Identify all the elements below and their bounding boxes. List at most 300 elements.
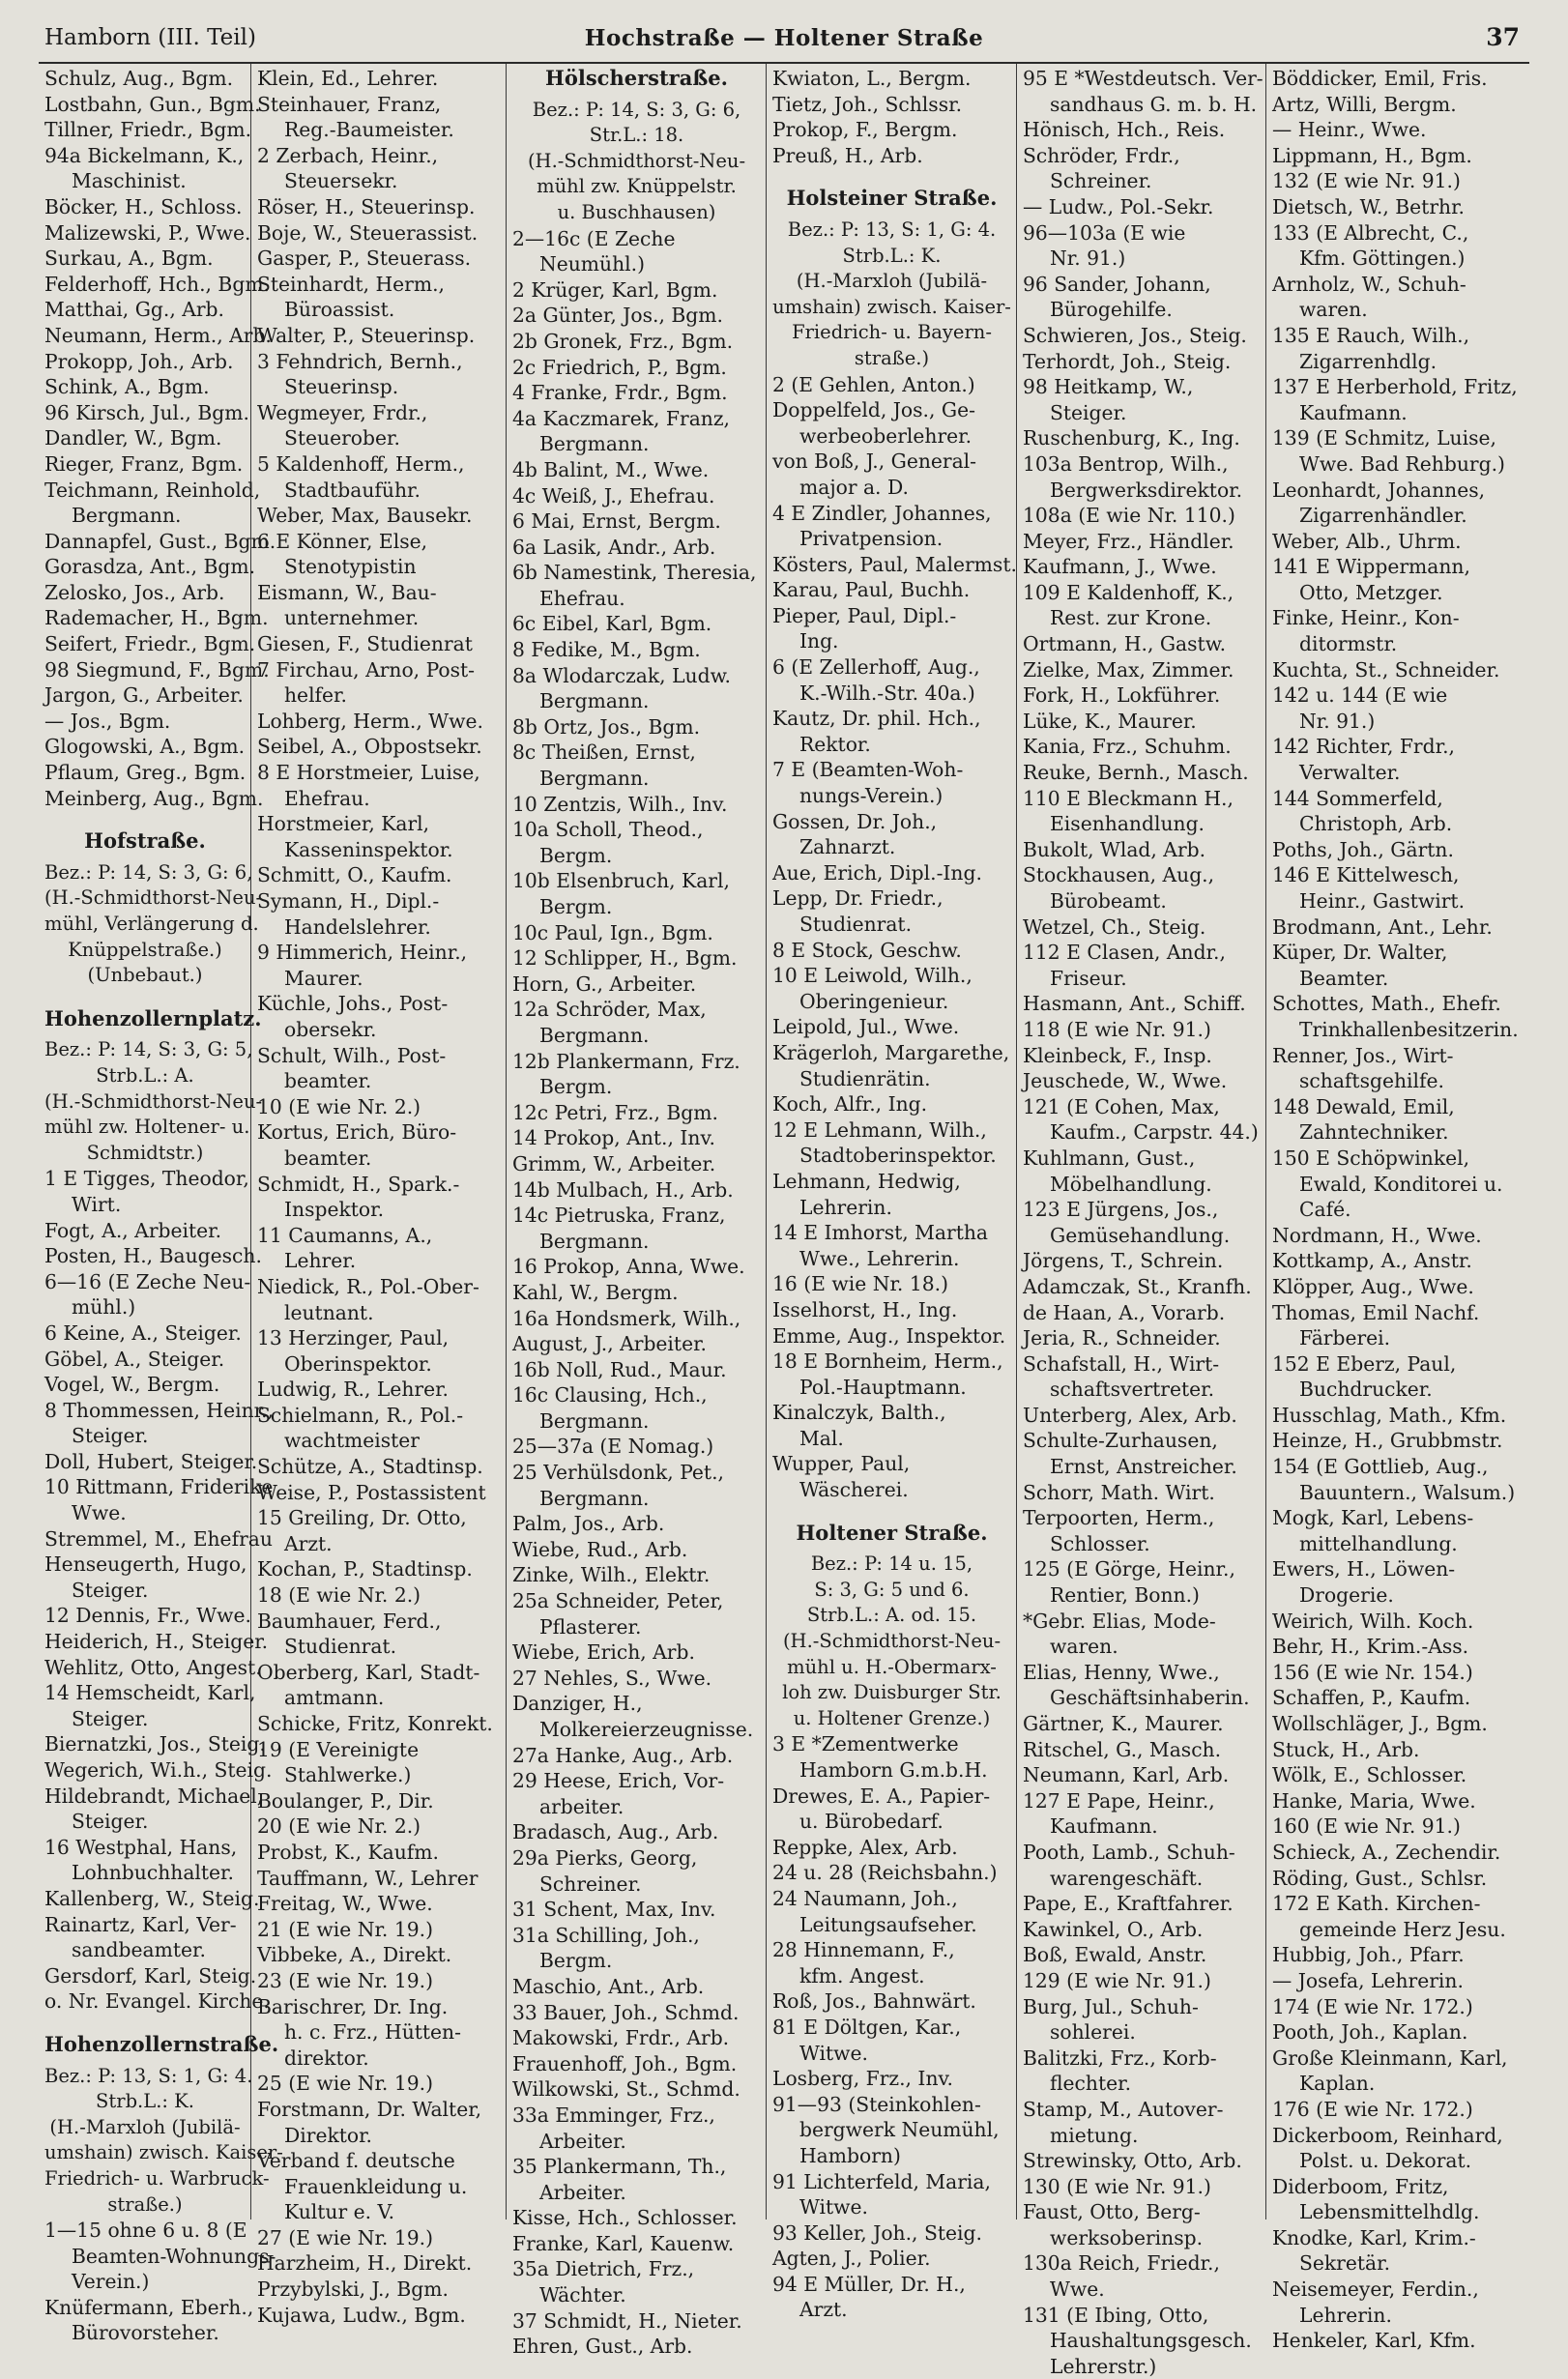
directory-entry-line: Polst. u. Dekorat. [1299,2149,1472,2173]
directory-entry-line: Bürogehilfe. [1050,298,1173,322]
directory-entry-line: Lohnbuchhalter. [72,1861,234,1885]
directory-entry-line: 29 Heese, Erich, Vor- [512,1769,725,1793]
directory-entry-line: Lebensmittelhdlg. [1299,2200,1480,2224]
directory-entry-line: de Haan, A., Vorarb. [1023,1300,1226,1324]
directory-entry-line: Kawinkel, O., Arb. [1023,1917,1204,1941]
street-info-line: Strb.L.: K. [842,244,942,267]
directory-entry-line: Meyer, Frz., Händler. [1023,529,1234,553]
directory-entry-line: 129 (E wie Nr. 91.) [1023,1968,1211,1992]
directory-entry-line: Bergmann. [539,432,650,456]
directory-entry-line: Wehlitz, Otto, Angest. [44,1655,262,1679]
directory-entry-line: Wwe. [72,1501,127,1525]
directory-entry-line: Steiger. [1050,400,1127,424]
directory-entry-line: 139 (E Schmitz, Luise, [1272,426,1496,450]
directory-entry-line: Drewes, E. A., Papier- [772,1784,991,1808]
directory-entry-line: Geschäftsinhaberin. [1050,1686,1250,1710]
directory-entry-line: 112 E Clasen, Andr., [1023,941,1226,965]
directory-entry-line: Buchdrucker. [1299,1378,1433,1402]
directory-entry-line: Unterberg, Alex, Arb. [1023,1403,1237,1427]
directory-entry-line: Kautz, Dr. phil. Hch., [772,707,981,731]
directory-entry-line: Zahnarzt. [799,835,896,859]
directory-entry-line: Danziger, H., [512,1692,643,1716]
directory-entry-line: 142 u. 144 (E wie [1272,683,1448,708]
directory-entry-line: 9 Himmerich, Heinr., [257,941,468,965]
directory-entry-line: Poths, Joh., Gärtn. [1272,837,1454,861]
street-info-line: Str.L.: 18. [589,124,684,147]
directory-entry-line: Steuersekr. [284,169,398,193]
directory-entry-line: 8b Ortz, Jos., Bgm. [512,714,701,739]
directory-entry-line: Nr. 91.) [1050,247,1126,271]
directory-entry-line: 10 Rittmann, Friderike [44,1475,274,1499]
directory-entry-line: Weise, P., Postassistent [257,1480,486,1504]
directory-entry-line: Schulte-Zurhausen, [1023,1429,1218,1453]
street-info-line: (H.-Schmidthorst-Neu- [44,886,263,910]
directory-entry-line: Kuchta, St., Schneider. [1272,657,1500,682]
directory-entry-line: Bergmann. [539,767,650,791]
directory-entry-line: leutnant. [284,1300,374,1324]
directory-entry-line: Ehefrau. [539,586,625,610]
street-info-line: Bez.: P: 14 u. 15, [810,1552,973,1576]
directory-entry-line: 141 E Wippermann, [1272,555,1470,579]
entry-list [772,66,1011,168]
directory-entry-line: Privatpension. [799,527,944,551]
directory-entry-line: Rentier, Bonn.) [1050,1583,1200,1608]
directory-entry-line: 8 Fedike, M., Bgm. [512,638,701,662]
directory-entry-line: 81 E Döltgen, Kar., [772,2015,962,2039]
directory-entry-line: Kaplan. [1299,2072,1376,2096]
directory-entry-line: 19 (E Vereinigte [257,1737,420,1761]
directory-entry-line: Zielke, Max, Zimmer. [1023,657,1234,682]
directory-entry-line: Wäscherei. [799,1478,909,1502]
directory-entry-line: 6 Mai, Ernst, Bergm. [512,509,721,534]
directory-entry-line: Witwe. [799,2195,868,2219]
directory-entry-line: Symann, H., Dipl.- [257,889,440,913]
street-range-title: Hochstraße — Holtener Straße [584,25,984,51]
directory-entry-line: Studienrat. [284,1635,397,1659]
directory-entry-line: Rademacher, H., Bgm. [44,606,269,630]
directory-entry-line: 7 Firchau, Arno, Post- [257,657,476,682]
directory-entry-line: Nr. 91.) [1299,709,1376,733]
directory-entry-line: Dandler, W., Bgm. [44,426,222,450]
directory-entry-line: Stahlwerke.) [284,1763,412,1787]
directory-entry-line: 16 (E wie Nr. 18.) [772,1272,948,1296]
directory-entry-line: Husschlag, Math., Kfm. [1272,1403,1507,1427]
directory-entry-line: 2—16c (E Zeche [512,226,676,250]
directory-entry-line: 35 Plankermann, Th., [512,2155,727,2179]
directory-entry-line: Karau, Paul, Buchh. [772,578,971,602]
directory-entry-line: Steiger. [72,1578,149,1602]
directory-entry-line: Maurer. [284,966,363,990]
directory-entry-line: Büroassist. [284,298,395,322]
directory-entry-line: Friseur. [1050,966,1127,990]
directory-entry-line: Schielmann, R., Pol.- [257,1403,464,1427]
directory-entry-line: 2c Friedrich, P., Bgm. [512,355,727,379]
directory-entry-line: Prokop, F., Bergm. [772,118,958,142]
directory-entry-line: 2a Günter, Jos., Bgm. [512,304,723,328]
directory-entry-line: Hamborn) [799,2143,901,2167]
directory-entry-line: 133 (E Albrecht, C., [1272,220,1469,245]
directory-entry-line: bergwerk Neumühl, [799,2118,1000,2142]
directory-entry-line: Kallenberg, W., Steig. [44,1886,260,1910]
directory-entry-line: Roß, Jos., Bahnwärt. [772,1989,976,2014]
entry-list [772,1731,1011,2323]
directory-entry-line: Bergmann. [539,1408,650,1433]
street-info-block [772,218,1011,372]
directory-entry-line: Hanke, Maria, Wwe. [1272,1788,1476,1813]
directory-entry-line: 31 Schent, Max, Inv. [512,1898,716,1922]
directory-entry-line: 8 Thommessen, Heinr., [44,1398,274,1422]
directory-entry-line: Haushaltungsgesch. [1050,2329,1252,2353]
directory-entry-line: 16b Noll, Rud., Maur. [512,1357,727,1381]
directory-entry-line: Zahntechniker. [1299,1120,1449,1145]
directory-entry-line: Küchle, Johs., Post- [257,992,449,1016]
directory-entry-line: Vogel, W., Bergm. [44,1373,220,1397]
directory-entry-line: Losberg, Frz., Inv. [772,2067,954,2091]
directory-entry-line: 2 (E Gehlen, Anton.) [772,372,975,396]
directory-entry-line: Leonhardt, Johannes, [1272,478,1486,502]
directory-entry-line: Bergwerksdirektor. [1050,478,1243,502]
directory-entry-line: major a. D. [799,475,909,499]
directory-entry-line: 25a Schneider, Peter, [512,1589,724,1613]
directory-entry-line: 12 E Lehmann, Wilh., [772,1117,987,1142]
directory-entry-line: Pieper, Paul, Dipl.- [772,603,957,627]
directory-entry-line: direktor. [284,2045,369,2070]
entry-list [44,1166,274,2015]
directory-entry-line: Horn, G., Arbeiter. [512,972,697,996]
directory-entry-line: 96 Kirsch, Jul., Bgm. [44,400,249,424]
street-info-line: Friedrich- u. Warbruck- [44,2166,270,2190]
directory-entry-line: Schaffen, P., Kaufm. [1272,1686,1471,1710]
directory-entry-line: Kania, Frz., Schuhm. [1023,735,1232,759]
directory-entry-line: sohlerei. [1050,2020,1136,2045]
directory-entry-line: Schulz, Aug., Bgm. [44,67,234,90]
directory-entry-line: 176 (E wie Nr. 172.) [1272,2097,1473,2121]
street-info-line: (H.-Schmidthorst-Neu- [782,1630,1002,1653]
directory-entry-line: Schafstall, H., Wirt- [1023,1351,1220,1376]
directory-entry-line: 109 E Kaldenhoff, K., [1023,580,1234,604]
directory-entry-line: 4b Balint, M., Wwe. [512,457,710,481]
directory-entry-line: 24 u. 28 (Reichsbahn.) [772,1861,998,1885]
directory-entry-line: Przybylski, J., Bgm. [257,2277,449,2302]
directory-entry-line: 13 Herzinger, Paul, [257,1326,450,1350]
directory-entry-line: Baumhauer, Ferd., [257,1609,442,1633]
directory-entry-line: Otto, Metzger. [1299,580,1443,604]
directory-entry-line: 31a Schilling, Joh., [512,1923,700,1947]
directory-entry-line: Biernatzki, Jos., Steig. [44,1732,266,1756]
directory-entry-line: Inspektor. [284,1198,385,1222]
directory-entry-line: 94 E Müller, Dr. H., [772,2272,966,2296]
directory-entry-line: Witwe. [799,2041,868,2065]
directory-entry-line: Tillner, Friedr., Bgm. [44,118,252,142]
directory-entry-line: gemeinde Herz Jesu. [1299,1917,1506,1941]
directory-entry-line: Möbelhandlung. [1050,1172,1212,1196]
directory-entry-line: Oberinspektor. [284,1351,432,1376]
directory-entry-line: 127 E Pape, Heinr., [1023,1788,1215,1813]
street-info-line: (H.-Schmidthorst-Neu- [44,1089,263,1113]
directory-entry-line: Seibel, A., Obpostsekr. [257,735,482,759]
directory-entry-line: Burg, Jul., Schuh- [1023,1994,1199,2018]
directory-entry-line: Hasmann, Ant., Schiff. [1023,992,1246,1016]
directory-entry-line: Neumann, Herm., Arb. [44,323,272,347]
directory-entry-line: 110 E Bleckmann H., [1023,786,1234,810]
directory-entry-line: Rieger, Franz, Bgm. [44,451,244,476]
directory-entry-line: Ehren, Gust., Arb. [512,2335,693,2359]
directory-entry-line: 144 Sommerfeld, [1272,786,1443,810]
directory-entry-line: Henkeler, Karl, Kfm. [1272,2329,1476,2353]
directory-entry-line: Zinke, Wilh., Elektr. [512,1563,711,1587]
directory-entry-line: Wölk, E., Schlosser. [1272,1763,1467,1787]
directory-entry-line: Balitzki, Frz., Korb- [1023,2045,1217,2070]
directory-entry-line: Böcker, H., Schloss. [44,194,243,218]
directory-entry-line: 16c Clausing, Hch., [512,1383,708,1407]
directory-entry-line: 10c Paul, Ign., Bgm. [512,920,713,944]
entry-list [44,66,276,811]
directory-entry-line: Ewers, H., Löwen- [1272,1557,1456,1581]
directory-entry-line: 150 E Schöpwinkel, [1272,1146,1470,1170]
directory-entry-line: Dickerboom, Reinhard, [1272,2123,1503,2147]
directory-entry-line: Klein, Ed., Lehrer. [257,67,439,90]
directory-entry-line: Kaufm., Carpstr. 44.) [1050,1120,1259,1145]
directory-entry-line: Bergmann. [539,1486,650,1510]
directory-entry-line: 6c Eibel, Karl, Bgm. [512,612,712,636]
directory-entry-line: Maschio, Ant., Arb. [512,1974,705,1998]
entry-list [1023,66,1261,2379]
directory-entry-line: Teichmann, Reinhold, [44,478,261,502]
directory-entry-line: 20 (E wie Nr. 2.) [257,1814,421,1839]
directory-entry-line: Ehefrau. [284,786,370,810]
directory-entry-line: 4 E Zindler, Johannes, [772,501,992,525]
directory-entry-line: Dannapfel, Gust., Bgm. [44,529,276,553]
directory-entry-line: 28 Hinnemann, F., [772,1938,955,1962]
directory-entry-line: Trinkhallenbesitzerin. [1299,1017,1519,1041]
directory-entry-line: Bergm. [539,843,613,867]
directory-entry-line: 146 E Kittelwesch, [1272,863,1460,887]
directory-entry-line: Reuke, Bernh., Masch. [1023,761,1249,785]
directory-entry-line: 2 Zerbach, Heinr., [257,143,439,167]
directory-entry-line: Große Kleinmann, Karl, [1272,2045,1508,2070]
entry-list [257,66,501,2328]
directory-entry-line: 33 Bauer, Joh., Schmd. [512,2000,740,2024]
directory-entry-line: obersekr. [284,1017,377,1041]
street-info-line: straße.) [854,346,930,369]
directory-entry-line: Steiger. [72,1424,149,1448]
directory-entry-line: Wwe. [1050,2277,1105,2302]
street-info-line: (Unbebaut.) [87,964,203,987]
directory-entry-line: kfm. Angest. [799,1963,925,1987]
directory-entry-line: 132 (E wie Nr. 91.) [1272,169,1461,193]
directory-entry-line: 130 (E wie Nr. 91.) [1023,2174,1211,2198]
directory-entry-line: 14 E Imhorst, Martha [772,1221,989,1245]
directory-entry-line: 118 (E wie Nr. 91.) [1023,1017,1211,1041]
directory-entry-line: 12a Schröder, Max, [512,998,707,1022]
directory-entry-line: Schlosser. [1050,1531,1150,1555]
directory-entry-line: Weber, Alb., Uhrm. [1272,529,1462,553]
directory-entry-line: 14 Prokop, Ant., Inv. [512,1126,715,1150]
directory-entry-line: helfer. [284,683,347,708]
directory-entry-line: Zelosko, Jos., Arb. [44,580,225,604]
directory-entry-line: Boje, W., Steuerassist. [257,220,479,245]
directory-entry-line: Artz, Willi, Bergm. [1272,92,1457,116]
directory-entry-line: 5 Kaldenhoff, Herm., [257,451,465,476]
directory-entry-line: Molkereierzeugnisse. [539,1718,754,1741]
directory-entry-line: Prokopp, Joh., Arb. [44,349,234,373]
directory-entry-line: Verband f. deutsche [257,2149,455,2173]
directory-entry-line: Elias, Henny, Wwe., [1023,1660,1220,1684]
directory-entry-line: h. c. Frz., Hütten- [284,2020,461,2045]
directory-entry-line: Mal. [799,1426,844,1450]
directory-entry-line: August, J., Arbeiter. [512,1332,707,1356]
directory-entry-line: Ruschenburg, K., Ing. [1023,426,1240,450]
directory-entry-line: Lehrerstr.) [1050,2354,1157,2378]
directory-entry-line: o. Nr. Evangel. Kirche. [44,1989,270,2014]
directory-entry-line: Lostbahn, Gun., Bgm. [44,92,261,116]
directory-entry-line: Schröder, Frdr., [1023,143,1180,167]
directory-entry-line: 25 (E wie Nr. 19.) [257,2072,433,2096]
directory-entry-line: Stuck, H., Arb. [1272,1737,1420,1761]
directory-entry-line: Direktor. [284,2123,373,2147]
directory-entry-line: Harzheim, H., Direkt. [257,2251,473,2276]
directory-entry-line: Probst, K., Kaufm. [257,1840,439,1864]
directory-entry-line: Schieck, A., Zechendir. [1272,1840,1501,1864]
directory-entry-line: 16 Prokop, Anna, Wwe. [512,1255,745,1279]
directory-entry-line: 14c Pietruska, Franz, [512,1204,726,1228]
directory-entry-line: 95 E *Westdeutsch. Ver- [1023,67,1263,90]
directory-entry-line: Thomas, Emil Nachf. [1272,1300,1480,1324]
street-info-line: mühl, Verlängerung d. [44,913,259,935]
directory-entry-line: Steuerober. [284,426,400,450]
directory-entry-line: Preuß, H., Arb. [772,143,923,167]
directory-entry-line: Bukolt, Wlad, Arb. [1023,837,1206,861]
street-info-line: Schmidtstr.) [86,1141,204,1164]
street-info-line: Knüppelstraße.) [68,938,222,961]
directory-entry-line: Stenotypistin [284,555,417,579]
directory-entry-line: Gasper, P., Steuerass. [257,247,472,271]
directory-entry-line: Finke, Heinr., Kon- [1272,606,1460,630]
directory-entry-line: 12b Plankermann, Frz. [512,1049,740,1073]
directory-entry-line: beamter. [284,1146,372,1170]
directory-entry-line: Heiderich, H., Steiger. [44,1630,269,1654]
directory-entry-line: 27 Nehles, S., Wwe. [512,1666,712,1690]
directory-entry-line: Rainartz, Karl, Ver- [44,1912,237,1936]
directory-entry-line: Tietz, Joh., Schlssr. [772,92,963,116]
street-info-line: Strb.L.: K. [96,2090,194,2113]
directory-entry-line: Wilkowski, St., Schmd. [512,2077,740,2102]
directory-entry-line: Bergmann. [72,504,182,528]
street-heading: Hölscherstraße. [545,66,728,90]
directory-entry-line: 8 E Stock, Geschw. [772,938,962,962]
directory-entry-line: Wupper, Paul, [772,1452,911,1476]
directory-entry-line: Forstmann, Dr. Walter, [257,2097,482,2121]
directory-entry-line: Walter, P., Steuerinsp. [257,323,476,347]
directory-entry-line: Krägerloh, Margarethe, [772,1040,1010,1064]
directory-entry-line: 6b Namestink, Theresia, [512,561,757,585]
directory-entry-line: Verwalter. [1299,761,1401,785]
street-info-line: Friedrich- u. Bayern- [792,321,992,344]
directory-entry-line: Wegmeyer, Frdr., [257,400,428,424]
directory-entry-line: — Josefa, Lehrerin. [1272,1968,1464,1992]
directory-entry-line: Studienrätin. [799,1066,931,1090]
directory-entry-line: Bradasch, Aug., Arb. [512,1820,719,1844]
directory-entry-line: Kultur e. V. [284,2200,395,2224]
directory-entry-line: Schorr, Math. Wirt. [1023,1480,1215,1504]
directory-entry-line: 103a Bentrop, Wilh., [1023,451,1229,476]
directory-entry-line: Bergmann. [539,689,650,713]
street-info-block [44,860,263,989]
directory-entry-line: 125 (E Görge, Heinr., [1023,1557,1235,1581]
directory-entry-line: 91—93 (Steinkohlen- [772,2092,981,2116]
directory-entry-line: von Boß, J., General- [772,450,977,474]
directory-entry-line: Schmitt, O., Kaufm. [257,863,452,887]
directory-entry-line: 2 Krüger, Karl, Bgm. [512,277,718,302]
directory-entry-line: Café. [1299,1198,1351,1222]
column-1 [39,64,283,2345]
column-4 [767,64,1017,2322]
directory-entry-line: Gorasdza, Ant., Bgm. [44,555,256,579]
street-info-block [512,98,761,226]
directory-entry-line: arbeiter. [539,1794,624,1818]
directory-entry-line: warengeschäft. [1050,1866,1204,1890]
directory-entry-line: 4 Franke, Frdr., Bgm. [512,381,728,405]
street-info-block [772,1552,1011,1731]
directory-entry-line: Bergm. [539,1075,613,1099]
directory-entry-line: 14b Mulbach, H., Arb. [512,1177,734,1202]
directory-entry-line: Bergm. [539,895,613,918]
directory-entry-line: Boulanger, P., Dir. [257,1788,434,1813]
directory-entry-line: Steiger. [72,1810,149,1834]
directory-entry-line: 16a Hondsmerk, Wilh., [512,1306,741,1330]
directory-entry-line: flechter. [1050,2072,1132,2096]
directory-entry-line: Ewald, Konditorei u. [1299,1172,1503,1196]
directory-entry-line: Steinhardt, Herm., [257,272,445,296]
directory-entry-line: Steuerinsp. [284,375,399,399]
directory-entry-line: Studienrat. [799,913,913,936]
directory-entry-line: Wiebe, Erich, Arb. [512,1640,695,1665]
directory-entry-line: Reg.-Baumeister. [284,118,454,142]
directory-entry-line: Ritschel, G., Masch. [1023,1737,1222,1761]
directory-entry-line: Knüfermann, Eberh., [44,2295,254,2319]
directory-entry-line: Schreiner. [1050,169,1152,193]
directory-entry-line: Kwiaton, L., Bergm. [772,67,972,90]
directory-entry-line: Neumühl.) [539,252,646,276]
directory-entry-line: unternehmer. [284,606,420,630]
directory-entry-line: Beamter. [1299,966,1389,990]
directory-entry-line: 16 Westphal, Hans, [44,1835,238,1859]
street-info-line: loh zw. Duisburger Str. [782,1681,1002,1704]
directory-entry-line: 24 Naumann, Joh., [772,1886,958,1910]
column-3 [507,64,767,2359]
directory-entry-line: u. Bürobedarf. [799,1810,944,1834]
directory-entry-line: Bergm. [539,1949,613,1973]
directory-entry-line: Neisemeyer, Ferdin., [1272,2277,1479,2302]
directory-entry-line: Tauffmann, W., Lehrer [257,1866,479,1890]
directory-entry-line: Jeuschede, W., Wwe. [1023,1069,1228,1093]
directory-entry-line: Terhordt, Joh., Steig. [1023,349,1232,373]
directory-entry-line: Wächter. [539,2283,626,2307]
directory-entry-line: Pooth, Joh., Kaplan. [1272,2020,1468,2045]
directory-entry-line: Fork, H., Lokführer. [1023,683,1221,708]
directory-entry-line: Küper, Dr. Walter, [1272,941,1448,965]
directory-entry-line: 6 E Könner, Else, [257,529,428,553]
directory-entry-line: Pol.-Hauptmann. [799,1375,967,1399]
directory-entry-line: Ortmann, H., Gastw. [1023,632,1227,656]
directory-entry-line: Malizewski, P., Wwe. [44,220,251,245]
directory-entry-line: 10b Elsenbruch, Karl, [512,869,730,893]
directory-entry-line: 91 Lichterfeld, Maria, [772,2169,991,2193]
directory-entry-line: Freitag, W., Wwe. [257,1892,433,1916]
directory-entry-line: Franke, Karl, Kauenw. [512,2231,735,2255]
directory-entry-line: Stamp, M., Autover- [1023,2097,1224,2121]
directory-entry-line: 6 (E Zellerhoff, Aug., [772,655,980,680]
